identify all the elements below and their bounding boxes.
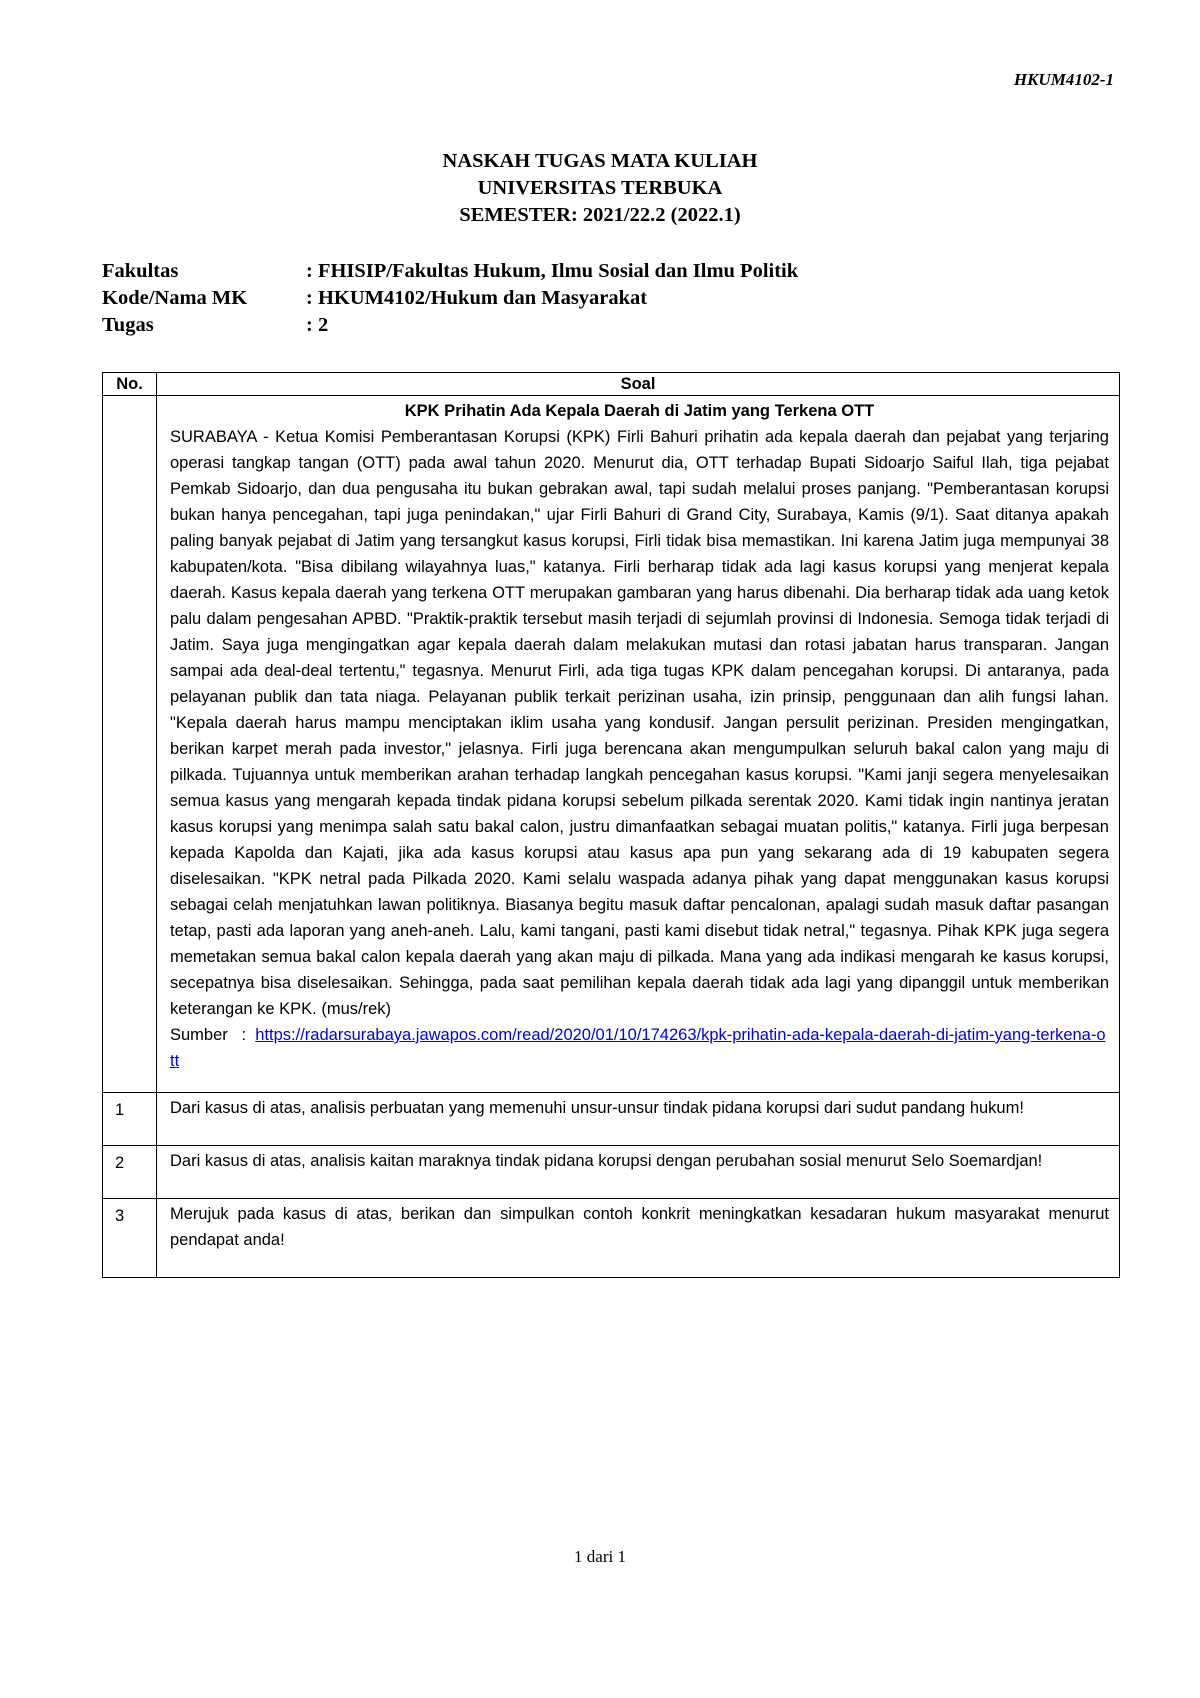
table-row — [103, 1093, 1120, 1146]
table-row — [103, 1146, 1120, 1199]
header-soal: Soal — [157, 373, 1120, 396]
document-code: HKUM4102-1 — [1013, 70, 1114, 89]
meta-row-tugas — [102, 312, 798, 339]
meta-value: : FHISIP/Fakultas Hukum, Ilmu Sosial dan Ilmu Politik — [306, 260, 799, 282]
question-text: Dari kasus di atas, analisis kaitan maraknya tindak pidana korupsi dengan perubahan sosial menurut Selo Soemardjan! — [157, 1146, 1120, 1199]
article-title: KPK Prihatin Ada Kepala Daerah di Jatim yang Terkena OTT — [404, 402, 875, 420]
question-text: Dari kasus di atas, analisis perbuatan yang memenuhi unsur-unsur tindak pidana korupsi dari sudut pandang hukum! — [157, 1093, 1120, 1146]
source-label: Sumber : — [170, 1026, 256, 1044]
article-source — [170, 1022, 1109, 1074]
meta-value: : 2 — [306, 314, 329, 336]
article-body: SURABAYA - Ketua Komisi Pemberantasan Korupsi (KPK) Firli Bahuri prihatin ada kepala daerah dan pejabat yang terjaring operasi tangkap tangan (OTT) pada awal tahun 2020. Menurut dia, OTT terhadap Bupati Sidoarjo Saiful Ilah, tiga pejabat Pemkab Sidoarjo, dan dua pengusaha itu bukan gebrakan awal, tapi sudah melalui proses panjang. "Pemberantasan korupsi bukan hanya pencegahan, tapi juga penindakan," ujar Firli Bahuri di Grand City, Surabaya, Kamis (9/1). Saat ditanya apakah paling banyak pejabat di Jatim yang tersangkut kasus korupsi, Firli tidak bisa memastikan. Ini karena Jatim juga mempunyai 38 kabupaten/kota. "Bisa dibilang wilayahnya luas," katanya. Firli berharap tidak ada lagi kasus korupsi yang menjerat kepala daerah. Kasus kepala daerah yang terkena OTT merupakan gambaran yang harus dibenahi. Dia berharap tidak ada uang ketok palu dalam pengesahan APBD. "Praktik-praktik tersebut masih terjadi di sejumlah provinsi di Indonesia. Semoga tidak terjadi di Jatim. Saya juga mengingatkan agar kepala daerah dalam melakukan mutasi dan rotasi jabatan harus transparan. Jangan sampai ada deal-deal tertentu," tegasnya. Menurut Firli, ada tiga tugas KPK dalam pencegahan korupsi. Di antaranya, pada pelayanan publik dan tata niaga. Pelayanan publik terkait perizinan usaha, izin prinsip, penggunaan dan alih fungsi lahan. "Kepala daerah harus mampu menciptakan iklim usaha yang kondusif. Jangan persulit perizinan. Presiden mengingatkan, berikan karpet merah pada investor," jelasnya. Firli juga berencana akan mengumpulkan seluruh bakal calon yang maju di pilkada. Tujuannya untuk memberikan arahan terhadap langkah pencegahan kasus korupsi. "Kami janji segera menyelesaikan semua kasus yang mengarah kepada tindak pidana korupsi sebelum pilkada serentak 2020. Kami tidak ingin nantinya jeratan kasus korupsi yang menimpa salah satu bakal calon, justru dimanfaatkan sebagai muatan politis," katanya. Firli juga berpesan kepada Kapolda dan Kajati, jika ada kasus korupsi atau kasus apa pun yang sekarang ada di 19 kabupaten segera diselesaikan. "KPK netral pada Pilkada 2020. Kami selalu waspada adanya pihak yang dapat menggunakan kasus korupsi sebagai celah menjatuhkan lawan politiknya. Biasanya begitu masuk daftar pencalonan, apalagi sudah masuk daftar pasangan tetap, pasti ada laporan yang aneh-aneh. Lalu, kami tangani, pasti kami disebut tidak netral," tegasnya. Pihak KPK juga segera memetakan semua bakal calon kepala daerah yang akan maju di pilkada. Mana yang ada indikasi mengarah ke kasus korupsi, secepatnya bisa diselesaikan. Sehingga, pada saat pemilihan kepala daerah tidak ada lagi yang dipanggil untuk memberikan keterangan ke KPK. (mus/rek) — [170, 428, 1109, 1018]
header-no: No. — [103, 373, 157, 396]
meta-value: : HKUM4102/Hukum dan Masyarakat — [306, 287, 648, 309]
meta-row-kode-nama-mk — [102, 285, 798, 312]
meta-label: Kode/Nama MK — [102, 287, 248, 309]
question-number: 3 — [103, 1199, 157, 1278]
question-table — [102, 372, 1120, 1278]
question-text: Merujuk pada kasus di atas, berikan dan simpulkan contoh konkrit meningkatkan kesadaran hukum masyarakat menurut pendapat anda! — [157, 1199, 1120, 1278]
meta-row-fakultas — [102, 258, 798, 285]
question-number: 1 — [103, 1093, 157, 1146]
article-cell — [157, 396, 1120, 1093]
source-link[interactable]: https://radarsurabaya.jawapos.com/read/2020/01/10/174263/kpk-prihatin-ada-kepala-daerah-di-jatim-yang-terkena-ott — [170, 1026, 1106, 1070]
page-number: 1 dari 1 — [574, 1547, 626, 1566]
course-meta — [102, 258, 798, 339]
heading-line-3: SEMESTER: 2021/22.2 (2022.1) — [459, 204, 741, 226]
article-no-cell — [103, 396, 157, 1093]
article-row — [103, 396, 1120, 1093]
meta-label: Tugas — [102, 314, 154, 336]
meta-label: Fakultas — [102, 260, 179, 282]
table-row — [103, 1199, 1120, 1278]
question-number: 2 — [103, 1146, 157, 1199]
table-header-row — [103, 373, 1120, 396]
document-heading — [0, 148, 1200, 229]
heading-line-2: UNIVERSITAS TERBUKA — [477, 177, 723, 199]
heading-line-1: NASKAH TUGAS MATA KULIAH — [442, 150, 758, 172]
